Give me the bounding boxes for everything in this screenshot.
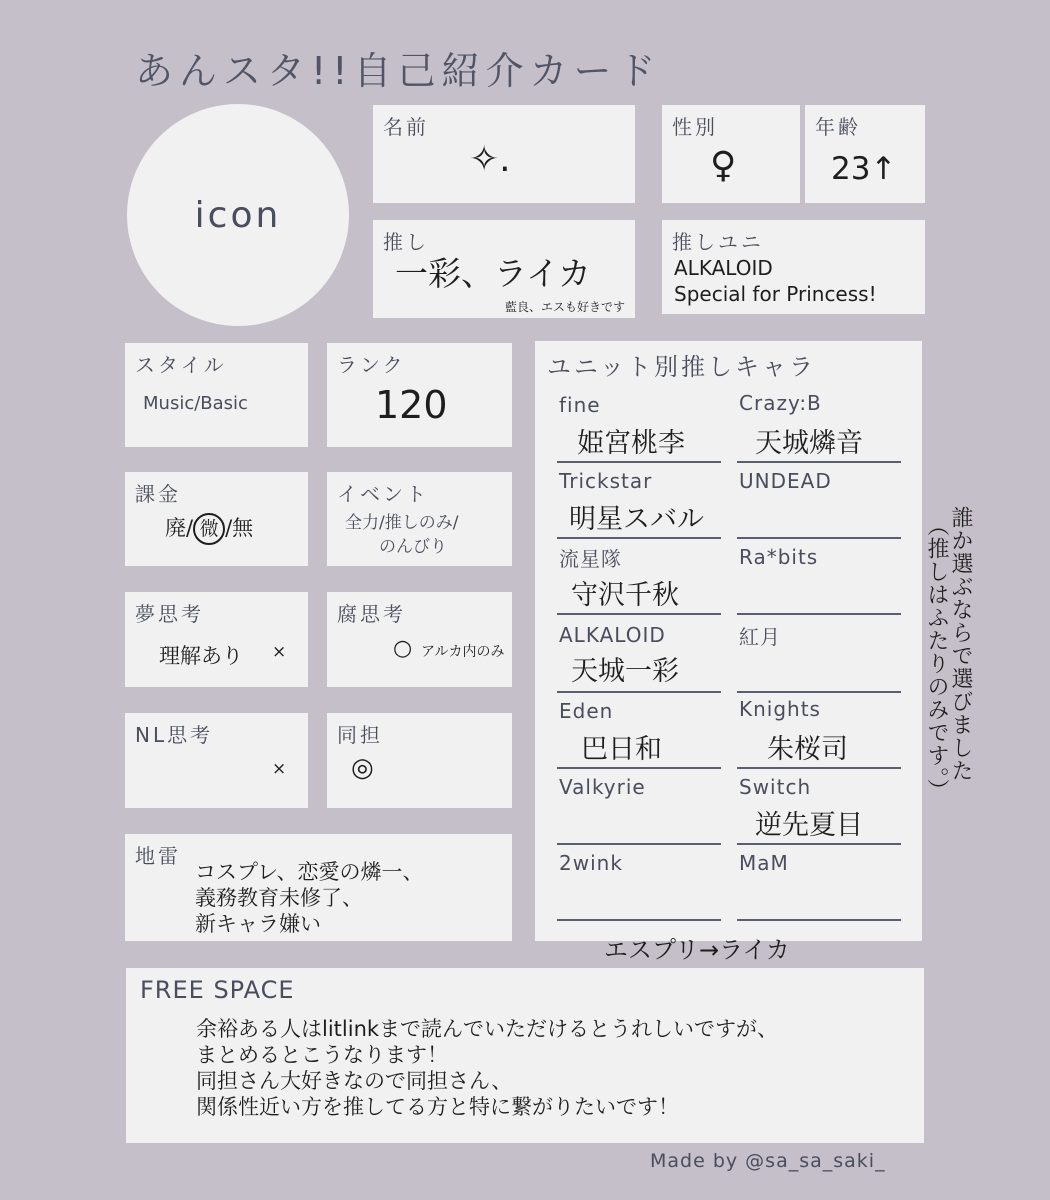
units-label: ユニット別推しキャラ (547, 353, 817, 381)
unit-eden-label: Eden (559, 699, 614, 723)
unit-mam-label: MaM (739, 851, 789, 875)
style-value: Music/Basic (143, 393, 248, 414)
jirai-label: 地雷 (135, 844, 181, 868)
unit-undead-line (737, 537, 901, 539)
unit-eden-line (557, 767, 721, 769)
name-label: 名前 (383, 115, 429, 139)
jirai-box (125, 834, 512, 941)
unit-switch-line (737, 843, 901, 845)
free-line4: 関係性近い方を推してる方と特に繋がりたいです！ (196, 1095, 679, 1119)
yume-label: 夢思考 (135, 602, 204, 626)
unit-alkaloid-line (557, 691, 721, 693)
unit-fine-name: 姫宮桃李 (577, 428, 685, 459)
side-note-line1: 誰か選ぶならで選びました (948, 506, 973, 782)
name-value: ✧. (469, 139, 511, 180)
jirai-line3: 新キャラ嫌い (195, 912, 321, 936)
unit-trickstar-line (557, 537, 721, 539)
unit-ryuseitai-line (557, 613, 721, 615)
free-line1: 余裕ある人はlitlinkまで読んでいただけるとうれしいですが、 (196, 1017, 779, 1041)
style-box (125, 343, 308, 447)
unit-alkaloid-name: 天城一彩 (571, 656, 679, 687)
unit-2wink-label: 2wink (559, 851, 623, 875)
free-line3: 同担さん大好きなので同担さん、 (196, 1069, 513, 1093)
oshi-note: 藍良、エスも好きです (504, 300, 625, 314)
icon-placeholder (127, 104, 349, 326)
yume-value: 理解あり (159, 644, 243, 668)
unit-rabits-label: Ra*bits (739, 545, 819, 569)
nl-box (125, 713, 308, 808)
unit-crazyb-label: Crazy:B (739, 391, 822, 415)
oshi-value: 一彩、ライカ (395, 254, 592, 293)
unit-trickstar-label: Trickstar (559, 469, 653, 493)
unit-fine-label: fine (559, 393, 601, 417)
fu-mark: ○ (393, 636, 413, 661)
unit-fine-line (557, 461, 721, 463)
yume-box (125, 592, 308, 687)
gender-box (662, 105, 800, 203)
espri-note: エスプリ→ライカ (604, 936, 790, 964)
free-space-label: FREE SPACE (140, 976, 295, 1004)
kakin-option-bi-selected: 微 (193, 513, 225, 545)
jirai-line1: コスプレ、恋愛の燐一、 (195, 860, 424, 884)
unit-valkyrie-label: Valkyrie (559, 775, 646, 799)
unit-knights-line (737, 767, 901, 769)
kakin-box (125, 472, 308, 566)
rank-value: 120 (375, 383, 448, 427)
fu-value: アルカ内のみ (421, 644, 505, 660)
unit-mam-line (737, 919, 901, 921)
kakin-label: 課金 (135, 482, 181, 506)
doutan-box (327, 713, 512, 808)
free-line2: まとめるとこうなります！ (196, 1043, 448, 1067)
unit-akatsuki-line (737, 691, 901, 693)
age-label: 年齢 (815, 115, 861, 139)
oshi-unit-box (662, 220, 925, 314)
event-line2: のんびり (379, 537, 447, 557)
unit-akatsuki-label: 紅月 (739, 625, 781, 649)
unit-knights-label: Knights (739, 697, 821, 721)
gender-value: ♀ (710, 145, 737, 186)
unit-crazyb-name: 天城燐音 (755, 428, 863, 459)
unit-knights-name: 朱桜司 (767, 734, 848, 765)
card-title: あんスタ!!自己紹介カード (135, 49, 662, 93)
oshi-label: 推し (383, 230, 429, 254)
doutan-label: 同担 (337, 723, 383, 747)
unit-valkyrie-line (557, 843, 721, 845)
kakin-option-hai: 廃/ (165, 516, 194, 540)
unit-crazyb-line (737, 461, 901, 463)
unit-switch-label: Switch (739, 775, 812, 799)
credit: Made by @sa_sa_saki_ (650, 1150, 886, 1172)
kakin-option-mu: /無 (225, 516, 254, 540)
nl-mark: × (272, 759, 287, 779)
fu-label: 腐思考 (337, 602, 406, 626)
unit-switch-name: 逆先夏目 (755, 810, 863, 841)
unit-ryuseitai-name: 守沢千秋 (571, 580, 679, 611)
fu-box (327, 592, 512, 687)
rank-label: ランク (337, 353, 406, 377)
unit-alkaloid-label: ALKALOID (559, 623, 666, 647)
oshi-unit-line1: ALKALOID (674, 256, 773, 280)
event-box (327, 472, 512, 566)
unit-undead-label: UNDEAD (739, 469, 832, 493)
age-box (805, 105, 925, 203)
unit-trickstar-name: 明星スバル (569, 504, 704, 535)
unit-rabits-line (737, 613, 901, 615)
rank-box (327, 343, 512, 447)
units-box (535, 341, 922, 941)
unit-eden-name: 巴日和 (581, 734, 662, 765)
age-value: 23↑ (831, 151, 897, 187)
unit-2wink-line (557, 919, 721, 921)
oshi-unit-line2: Special for Princess! (674, 282, 877, 306)
side-note-line2: （推しはふたりのみです。） (924, 514, 949, 802)
unit-ryuseitai-label: 流星隊 (559, 547, 622, 571)
icon-placeholder-text: icon (194, 194, 282, 236)
nl-label: NL思考 (135, 723, 214, 747)
gender-label: 性別 (672, 115, 718, 139)
jirai-line2: 義務教育未修了、 (195, 886, 363, 910)
free-space-box (126, 968, 924, 1143)
oshi-box (373, 220, 635, 318)
style-label: スタイル (135, 353, 227, 377)
oshi-unit-label: 推しユニ (672, 230, 764, 254)
event-label: イベント (337, 482, 429, 506)
name-box (373, 105, 635, 203)
doutan-mark: ◎ (351, 753, 374, 783)
kakin-value (165, 512, 253, 545)
free-space-body (196, 1016, 778, 1120)
event-line1: 全力/推しのみ/ (345, 513, 459, 533)
yume-mark: × (272, 642, 287, 662)
